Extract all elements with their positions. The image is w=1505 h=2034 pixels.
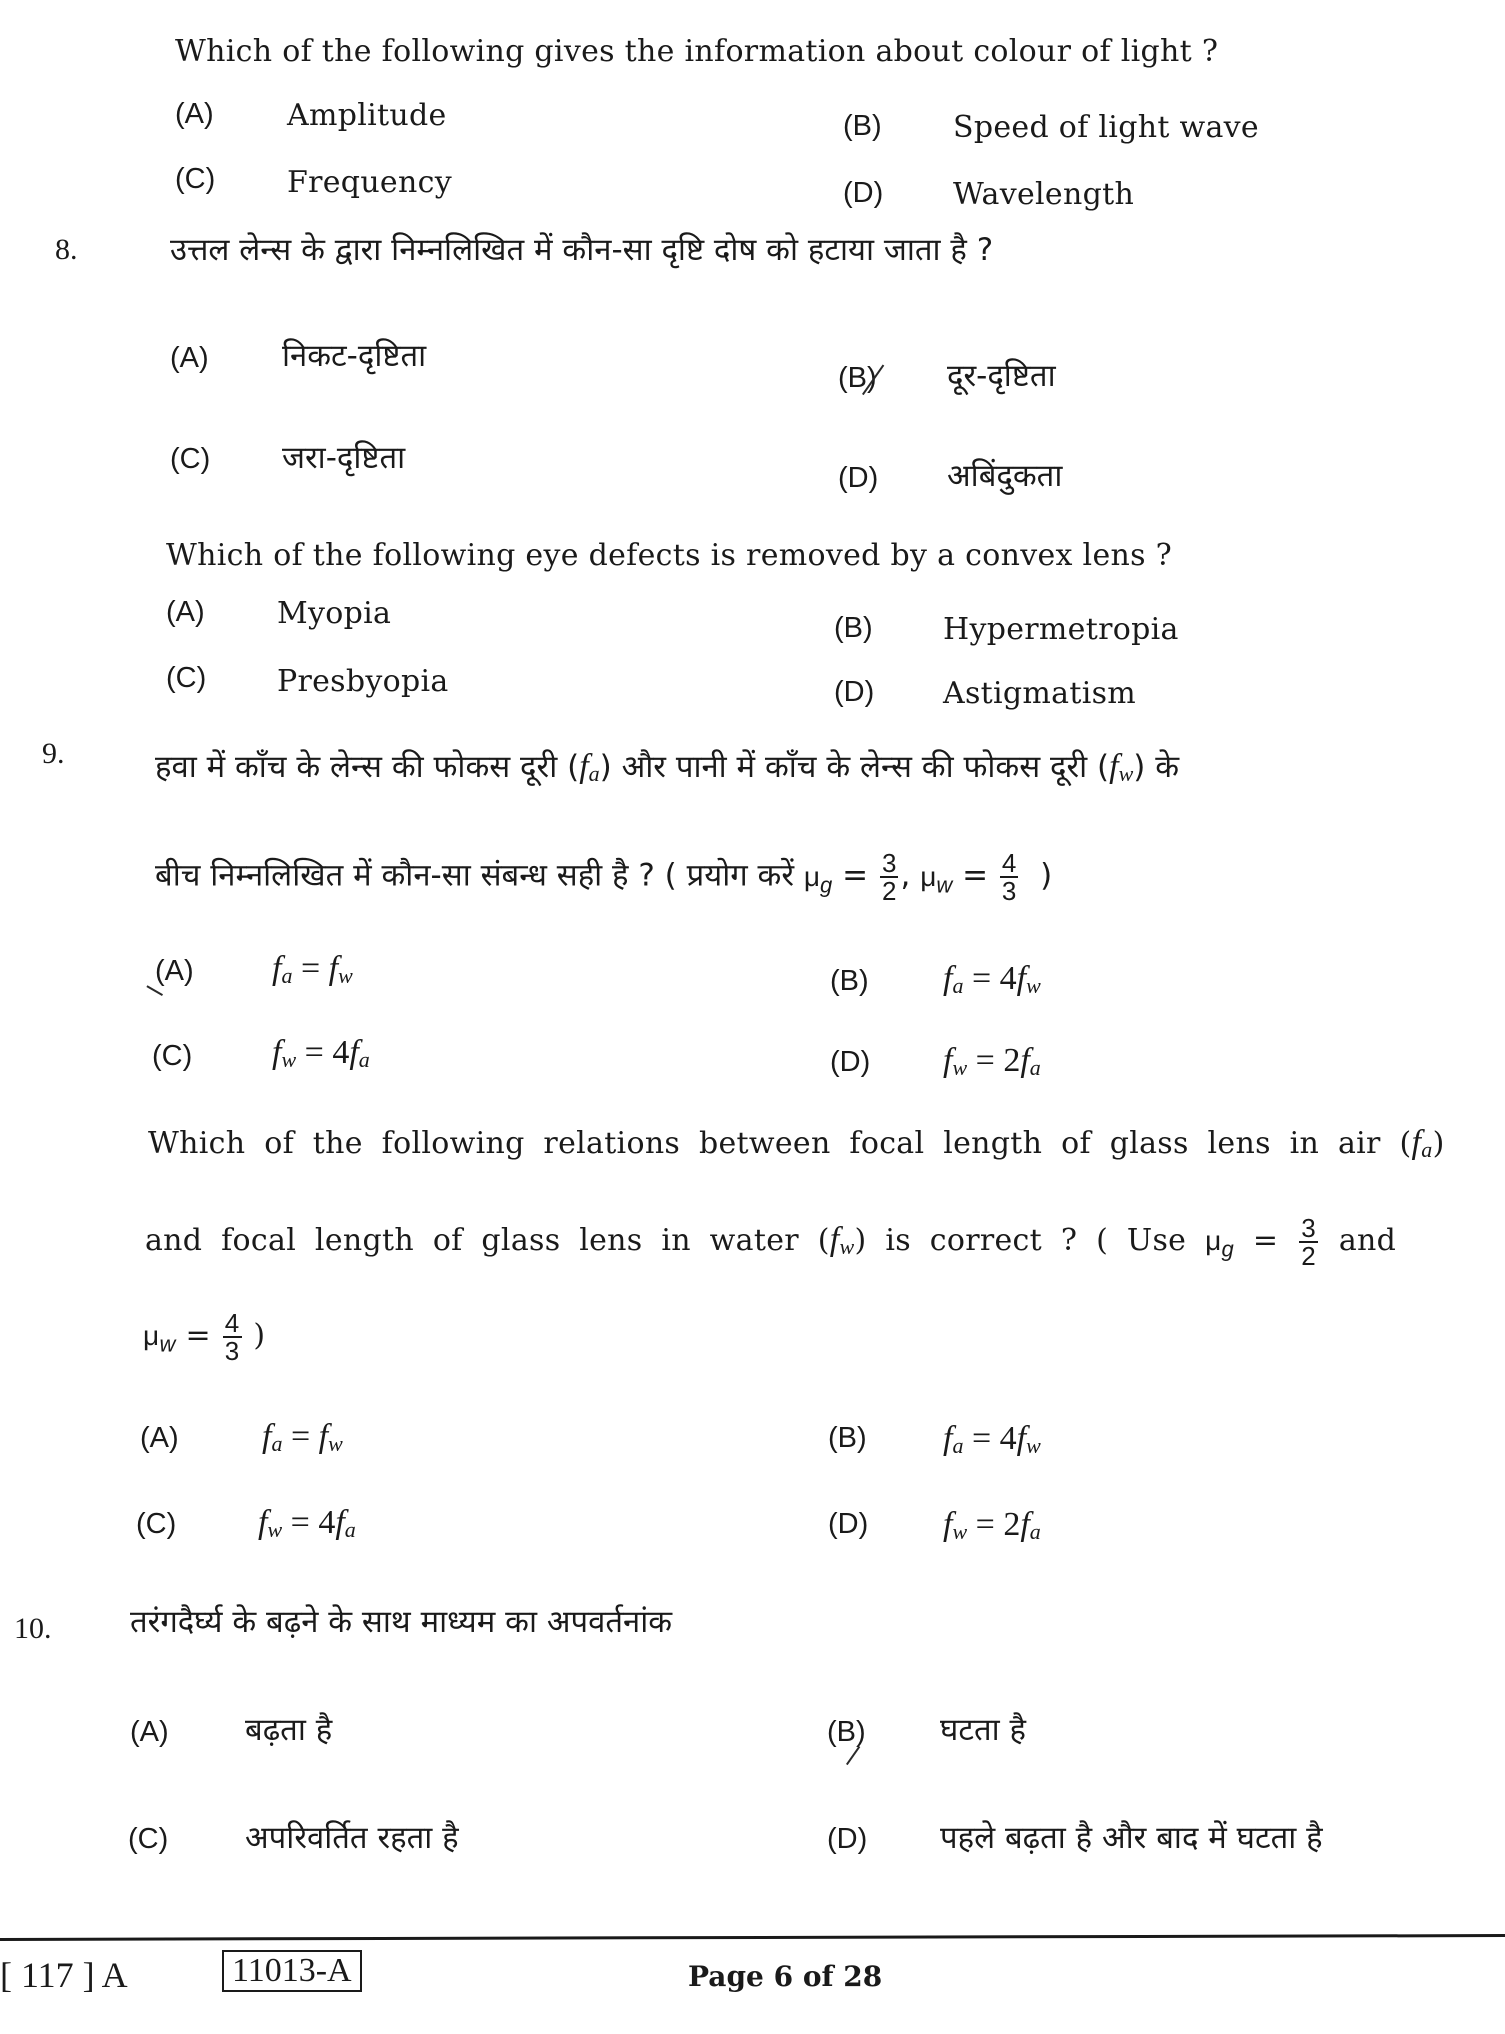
q8-hi-option-d-label: (D) [838,462,879,494]
footer-series: [ 117 ] A [0,1955,128,1995]
fraction-mu-w: $\frac{4}{3}$ [1001,848,1017,906]
fraction-mu-g-en: $\frac{3}{2}$ [1301,1213,1316,1271]
q9-hi-option-d-formula: $f_w = 2f_a$ [943,1042,1041,1080]
q8-hi-option-b-text: दूर-दृष्टिता [947,358,1056,394]
q9-number: 9. [42,737,65,770]
q8-hi-option-c-label: (C) [170,443,211,475]
q9-hi-option-b-formula: $f_a = 4f_w$ [943,960,1041,998]
q9-en-option-c-label: (C) [136,1508,177,1540]
q9-stem-hi-line2: बीच निम्नलिखित में कौन-सा संबन्ध सही है ? ( प्रयोग करें $\mu_g$ = $\frac{3}{2}$ , $\mu_w$ = $\frac{4}{3}$ ) [155,848,1053,906]
q9-en-option-c-formula: $f_w = 4f_a$ [258,1504,356,1542]
q9-hi-option-a-label: (A) [155,955,194,987]
q9-stem-en-line2: and focal length of glass lens in water $(f_w)$ is correct ? ( Use $\mu_g$ = $\frac{3}{2}$ and [145,1213,1397,1271]
q9-en-option-b-formula: $f_a = 4f_w$ [943,1420,1041,1458]
q8-hi-option-b-label: (B) [838,362,877,394]
q9-hi-option-a-formula: $f_a = f_w$ [272,950,353,988]
q9-en-option-d-label: (D) [828,1508,869,1540]
q8-hi-option-a-label: (A) [170,342,209,374]
footer-code-box: 11013-A [222,1950,362,1992]
q9-en-option-a-label: (A) [140,1422,179,1454]
q10-option-a-text: बढ़ता है [245,1712,333,1748]
q9-en-option-a-formula: $f_a = f_w$ [262,1418,343,1456]
q8-hi-option-a-text: निकट-दृष्टिता [282,338,427,374]
fraction-mu-w-en: $\frac{4}{3}$ [224,1308,240,1366]
q10-option-d-label: (D) [827,1823,868,1855]
q8-en-option-a-label: (A) [166,596,205,628]
q9-hi-option-d-label: (D) [830,1046,871,1078]
q10-option-b-label: (B) [827,1716,866,1748]
q7-stem-en: Which of the following gives the information about colour of light ? [175,34,1219,69]
q8-hi-option-d-text: अबिंदुकता [947,458,1063,494]
q10-stem-hi: तरंगदैर्घ्य के बढ़ने के साथ माध्यम का अपवर्तनांक [130,1604,673,1640]
q9-hi-option-c-formula: $f_w = 4f_a$ [272,1034,370,1072]
q9-hi-option-c-label: (C) [152,1040,193,1072]
q8-stem-en: Which of the following eye defects is removed by a convex lens ? [166,538,1173,573]
q8-en-option-d-label: (D) [834,676,875,708]
q7-option-a-text: Amplitude [287,98,447,133]
q10-number: 10. [14,1612,52,1645]
q9-en-option-d-formula: $f_w = 2f_a$ [943,1506,1041,1544]
q10-option-b-text: घटता है [940,1712,1026,1748]
q8-en-option-c-label: (C) [166,662,207,694]
q9-stem-hi-line1: हवा में काँच के लेन्स की फोकस दूरी $(f_a)$ और पानी में काँच के लेन्स की फोकस दूरी $(f_w)$ के [155,748,1180,786]
page-number: Page 6 of 28 [688,1960,883,1993]
q7-option-d-label: (D) [843,177,884,209]
q8-number: 8. [55,233,78,266]
q10-option-c-label: (C) [128,1823,169,1855]
q7-option-a-label: (A) [175,98,214,130]
q7-option-c-label: (C) [175,163,216,195]
q7-option-b-label: (B) [843,110,882,142]
q9-stem-en-line1: Which of the following relations between focal length of glass lens in air $(f_a)$ [148,1124,1445,1162]
q8-hi-option-c-text: जरा-दृष्टिता [282,440,406,476]
q8-en-option-b-label: (B) [834,612,873,644]
footer-divider [0,1934,1505,1941]
q8-en-option-c-text: Presbyopia [277,664,449,699]
q10-option-a-label: (A) [130,1716,169,1748]
q8-en-option-a-text: Myopia [277,596,392,631]
q7-option-d-text: Wavelength [953,177,1135,212]
q9-stem-en-line3: $\mu_w$ = $\frac{4}{3}$ ) [143,1308,266,1366]
q7-option-b-text: Speed of light wave [953,110,1259,145]
q7-option-c-text: Frequency [287,165,452,200]
q9-hi-option-b-label: (B) [830,965,869,997]
q8-en-option-d-text: Astigmatism [943,676,1137,711]
q10-option-d-text: पहले बढ़ता है और बाद में घटता है [940,1820,1323,1856]
q9-en-option-b-label: (B) [828,1422,867,1454]
q10-option-c-text: अपरिवर्तित रहता है [245,1820,459,1856]
q8-stem-hi: उत्तल लेन्स के द्वारा निम्नलिखित में कौन-सा दृष्टि दोष को हटाया जाता है ? [170,232,994,268]
q8-en-option-b-text: Hypermetropia [943,612,1179,647]
fraction-mu-g: $\frac{3}{2}$ [882,848,897,906]
